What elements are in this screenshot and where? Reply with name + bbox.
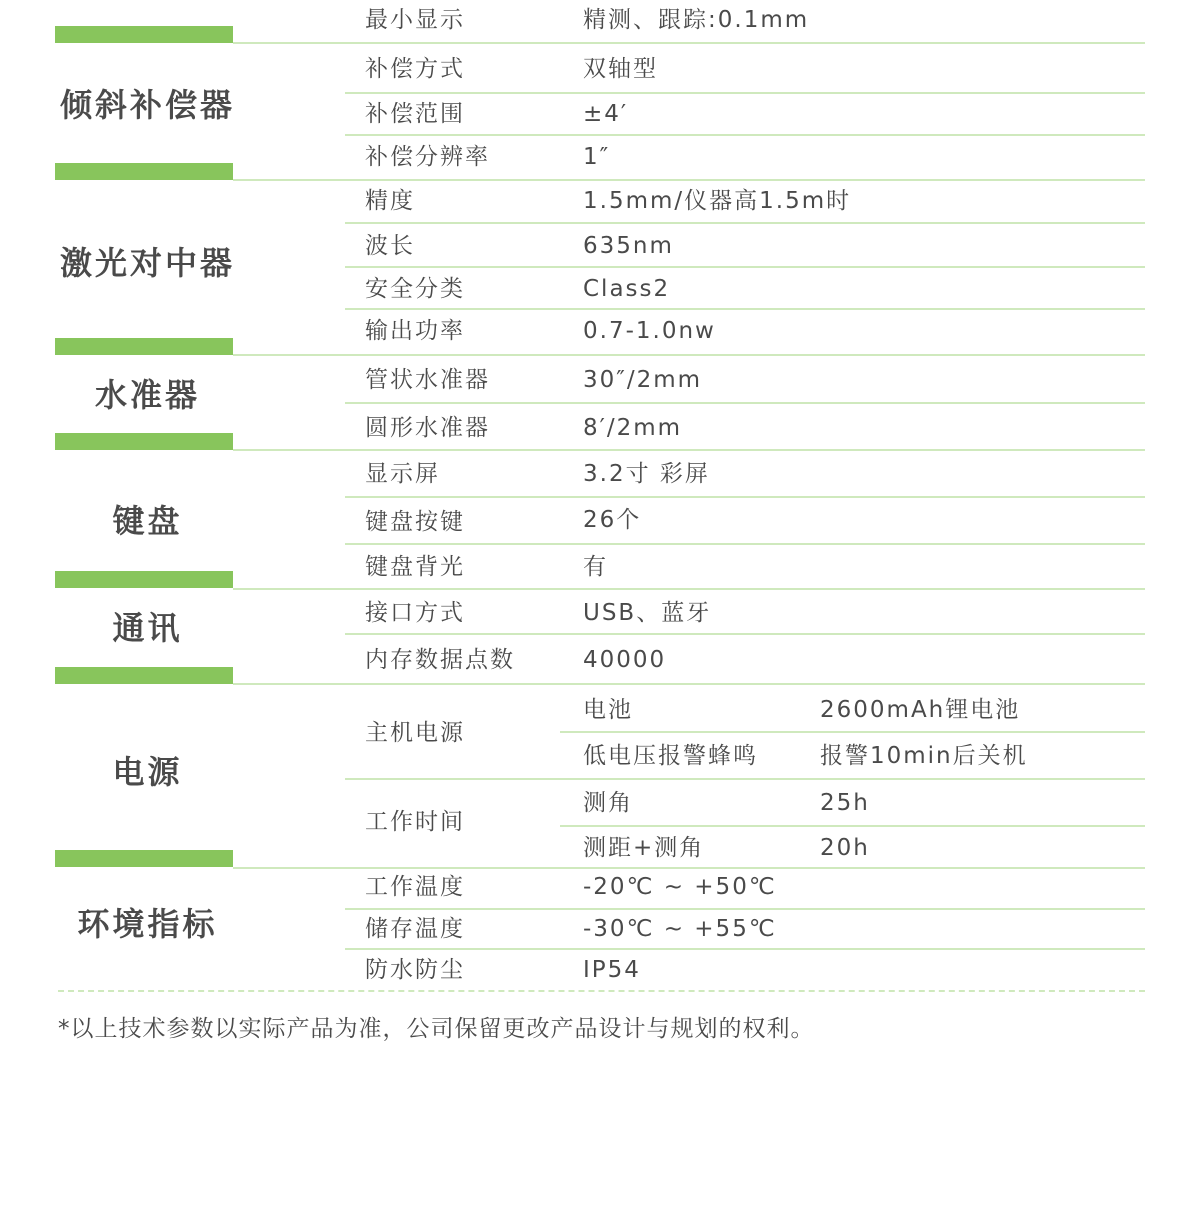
spec-label: 键盘背光 [365,554,465,580]
spec-value: 精测、跟踪:0.1mm [583,7,810,33]
spec-value: ±4′ [583,101,629,127]
section-title: 电源 [112,753,183,791]
footnote: *以上技术参数以实际产品为准，公司保留更改产品设计与规划的权利。 [58,1016,815,1042]
spec-value: -30℃ ~ +55℃ [583,916,777,942]
row-divider [345,948,1145,950]
row-divider [233,867,1145,869]
spec-value: 8′/2mm [583,415,683,441]
spec-group-label: 工作时间 [365,809,465,835]
spec-label: 内存数据点数 [365,647,515,673]
row-divider [560,825,1145,827]
row-divider [233,354,1145,356]
row-divider [345,402,1145,404]
row-divider [560,731,1145,733]
section-title: 通讯 [112,609,183,647]
section-divider [55,571,233,588]
spec-label: 储存温度 [365,916,465,942]
row-divider [233,42,1145,44]
spec-label: 补偿范围 [365,101,465,127]
row-divider [233,683,1145,685]
spec-value: 1.5mm/仪器高1.5m时 [583,188,852,214]
spec-label: 防水防尘 [365,957,465,983]
row-divider [345,908,1145,910]
row-divider [345,543,1145,545]
dashed-divider [58,990,1145,992]
section-divider [55,338,233,355]
spec-value: 报警10min后关机 [820,743,1028,769]
row-divider [345,134,1145,136]
spec-label: 显示屏 [365,461,440,487]
section-divider [55,163,233,180]
spec-value: 40000 [583,647,667,673]
spec-label: 工作温度 [365,874,465,900]
spec-label: 电池 [583,697,633,723]
spec-value: IP54 [583,957,641,983]
spec-group-label: 主机电源 [365,720,465,746]
spec-value: Class2 [583,276,671,302]
section-divider [55,850,233,867]
spec-label: 安全分类 [365,276,465,302]
section-title: 环境指标 [77,905,218,943]
row-divider [345,308,1145,310]
spec-value: 25h [820,790,870,816]
spec-value: 双轴型 [583,56,658,82]
spec-label: 输出功率 [365,318,465,344]
spec-value: 635nm [583,233,674,259]
section-divider [55,433,233,450]
spec-label: 管状水准器 [365,367,490,393]
spec-label: 补偿分辨率 [365,144,490,170]
spec-value: 30″/2mm [583,367,703,393]
spec-label: 接口方式 [365,600,465,626]
row-divider [345,266,1145,268]
row-divider [233,449,1145,451]
section-title: 水准器 [94,376,200,414]
section-divider [55,667,233,684]
section-title: 倾斜补偿器 [59,86,235,124]
spec-label: 波长 [365,233,415,259]
spec-value: -20℃ ~ +50℃ [583,874,777,900]
row-divider [345,92,1145,94]
spec-label: 测距+测角 [583,835,705,861]
spec-label: 圆形水准器 [365,415,490,441]
spec-label: 测角 [583,790,633,816]
section-title: 激光对中器 [59,244,235,282]
spec-label: 精度 [365,188,415,214]
section-divider [55,26,233,43]
spec-label: 补偿方式 [365,56,465,82]
spec-value: 26个 [583,507,642,533]
spec-value: 2600mAh锂电池 [820,697,1021,723]
spec-label: 最小显示 [365,7,465,33]
spec-value: 3.2寸 彩屏 [583,461,710,487]
row-divider [345,222,1145,224]
row-divider [233,588,1145,590]
spec-value: USB、蓝牙 [583,600,712,626]
row-divider [345,778,1145,780]
row-divider [345,496,1145,498]
spec-label: 键盘按键 [365,509,465,535]
section-title: 键盘 [112,502,183,540]
spec-value: 20h [820,835,870,861]
spec-value: 0.7-1.0nw [583,318,716,344]
row-divider [345,633,1145,635]
row-divider [233,179,1145,181]
spec-label: 低电压报警蜂鸣 [583,743,758,769]
spec-value: 1″ [583,144,611,170]
spec-value: 有 [583,554,608,580]
